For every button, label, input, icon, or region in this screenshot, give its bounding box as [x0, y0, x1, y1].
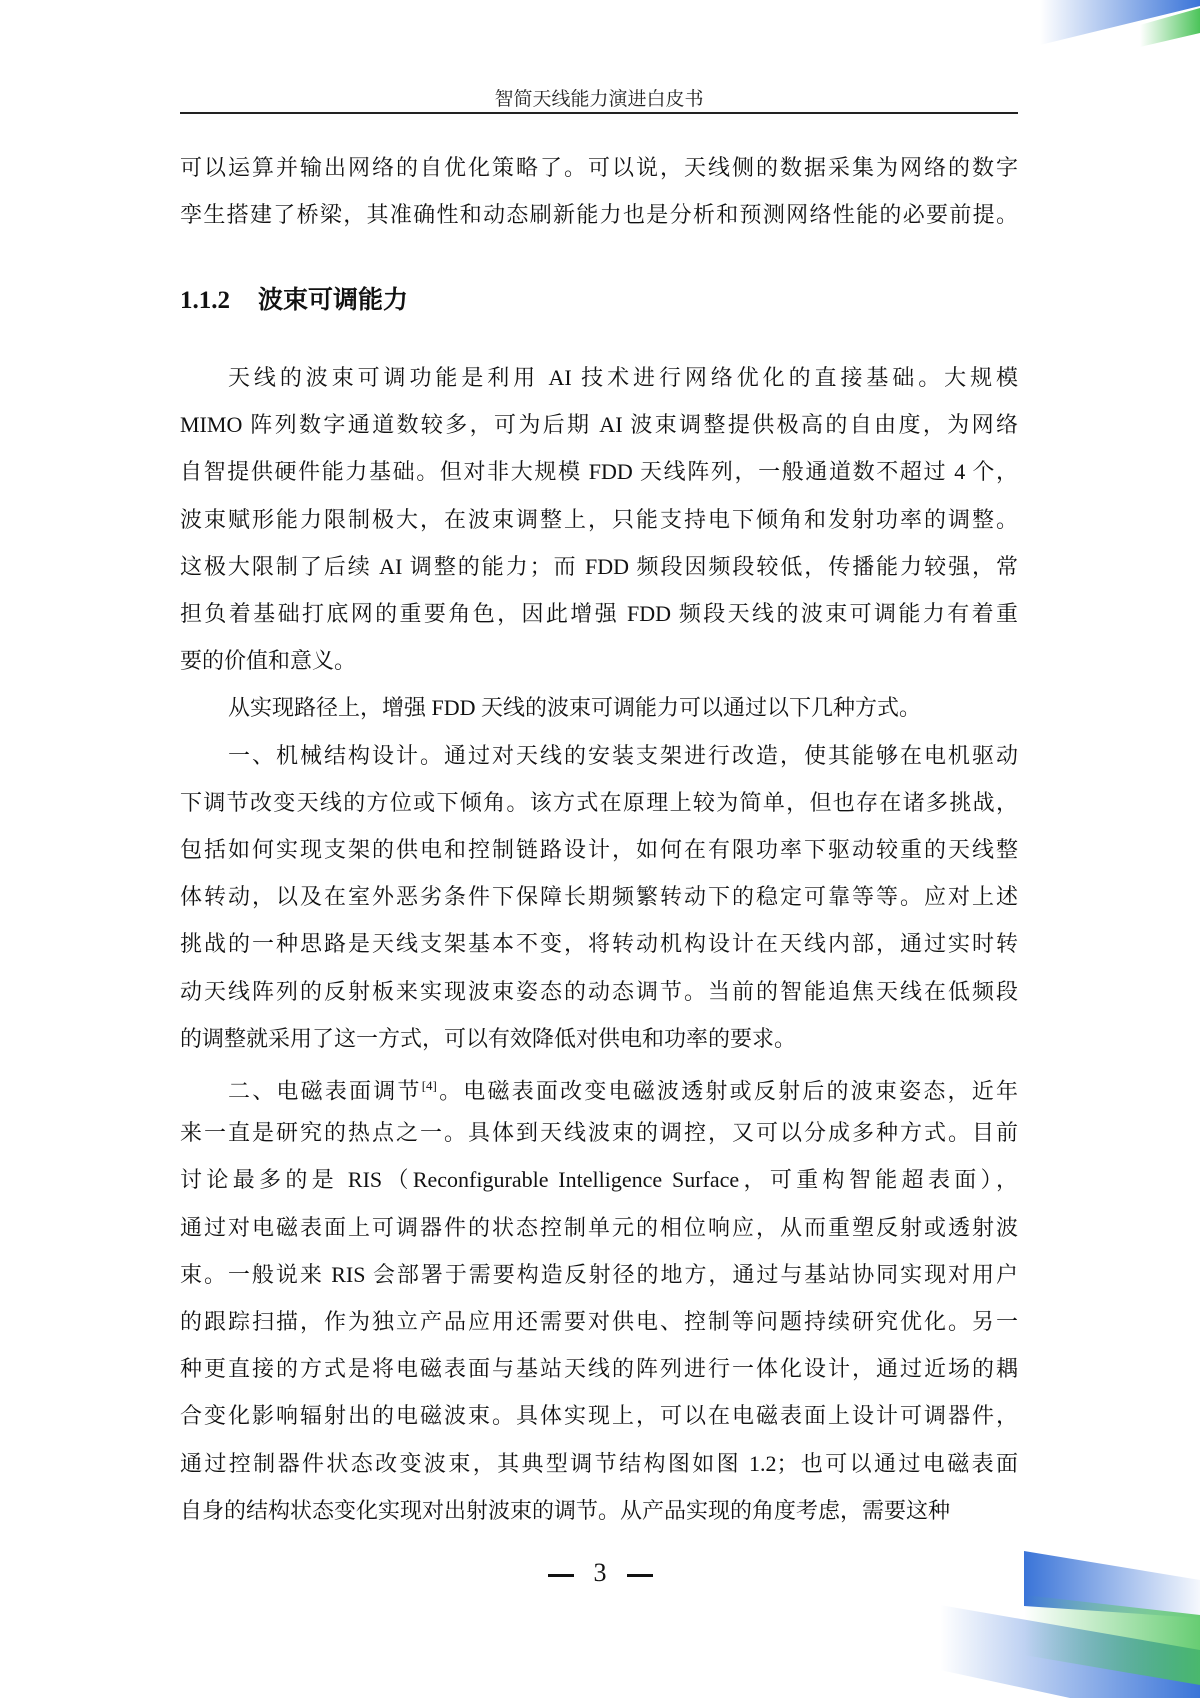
body-line	[180, 1071, 1018, 1106]
body-line: 讨论最多的是 RIS（Reconfigurable Intelligence Surface，可重构智能超表面），	[180, 1167, 1018, 1193]
body-line: 合变化影响辐射出的电磁波束。具体实现上，可以在电磁表面上设计可调器件，	[180, 1403, 1018, 1429]
body-line: 束。一般说来 RIS 会部署于需要构造反射径的地方，通过与基站协同实现对用户	[180, 1261, 1018, 1287]
body-line: 自身的结构状态变化实现对出射波束的调节。从产品实现的角度考虑，需要这种	[180, 1497, 951, 1523]
body-line: 一、机械结构设计。通过对天线的安装支架进行改造，使其能够在电机驱动	[228, 742, 1018, 768]
body-line: 通过对电磁表面上可调器件的状态控制单元的相位响应，从而重塑反射或透射波	[180, 1214, 1018, 1240]
body-line: 要的价值和意义。	[180, 648, 357, 674]
body-line: 从实现路径上，增强 FDD 天线的波束可调能力可以通过以下几种方式。	[228, 695, 922, 721]
corner-decoration-top	[1000, 0, 1200, 50]
body-line: 体转动，以及在室外恶劣条件下保障长期频繁转动下的稳定可靠等等。应对上述	[180, 884, 1018, 910]
body-line: 挑战的一种思路是天线支架基本不变，将转动机构设计在天线内部，通过实时转	[180, 931, 1018, 957]
body-line: 包括如何实现支架的供电和控制链路设计，如何在有限功率下驱动较重的天线整	[180, 837, 1018, 862]
body-line: 的调整就采用了这一方式，可以有效降低对供电和功率的要求。	[180, 1025, 797, 1051]
body-line: 波束赋形能力限制极大，在波束调整上，只能支持电下倾角和发射功率的调整。	[180, 506, 1018, 532]
body-line: MIMO 阵列数字通道数较多，可为后期 AI 波束调整提供极高的自由度，为网络	[180, 412, 1018, 438]
body-line: 的跟踪扫描，作为独立产品应用还需要对供电、控制等问题持续研究优化。另一	[180, 1309, 1018, 1334]
section-heading	[180, 280, 436, 316]
body-line: 种更直接的方式是将电磁表面与基站天线的阵列进行一体化设计，通过近场的耦	[180, 1356, 1018, 1382]
running-header: 智简天线能力演进白皮书	[494, 89, 704, 110]
body-line: 可以运算并输出网络的自优化策略了。可以说，天线侧的数据采集为网络的数字	[180, 155, 1018, 180]
line-text: 。电磁表面改变电磁波透射或反射后的波束姿态，近年	[436, 1078, 1018, 1104]
header-divider	[180, 112, 1018, 114]
body-line: 孪生搭建了桥梁，其准确性和动态刷新能力也是分析和预测网络性能的必要前提。	[180, 202, 1018, 227]
body-line: 来一直是研究的热点之一。具体到天线波束的调控，又可以分成多种方式。目前	[180, 1120, 1018, 1146]
page-number	[0, 1558, 1200, 1588]
paragraph-lead: 二、电磁表面调节	[228, 1078, 422, 1104]
body-line: 通过控制器件状态改变波束，其典型调节结构图如图 1.2；也可以通过电磁表面	[180, 1450, 1018, 1476]
section-number: 1.1.2	[180, 287, 230, 314]
section-title: 波束可调能力	[258, 287, 409, 314]
citation-ref[interactable]: [4]	[421, 1078, 437, 1093]
body-line: 动天线阵列的反射板来实现波束姿态的动态调节。当前的智能追焦天线在低频段	[180, 978, 1018, 1004]
body-line: 自智提供硬件能力基础。但对非大规模 FDD 天线阵列，一般通道数不超过 4 个，	[180, 459, 1018, 485]
page-number-value: 3	[593, 1558, 607, 1587]
body-line: 这极大限制了后续 AI 调整的能力；而 FDD 频段因频段较低，传播能力较强，常	[180, 553, 1018, 579]
body-line: 下调节改变天线的方位或下倾角。该方式在原理上较为简单，但也存在诸多挑战，	[180, 789, 1018, 815]
body-line: 担负着基础打底网的重要角色，因此增强 FDD 频段天线的波束可调能力有着重	[180, 601, 1018, 626]
body-line: 天线的波束可调功能是利用 AI 技术进行网络优化的直接基础。大规模	[228, 365, 1018, 390]
